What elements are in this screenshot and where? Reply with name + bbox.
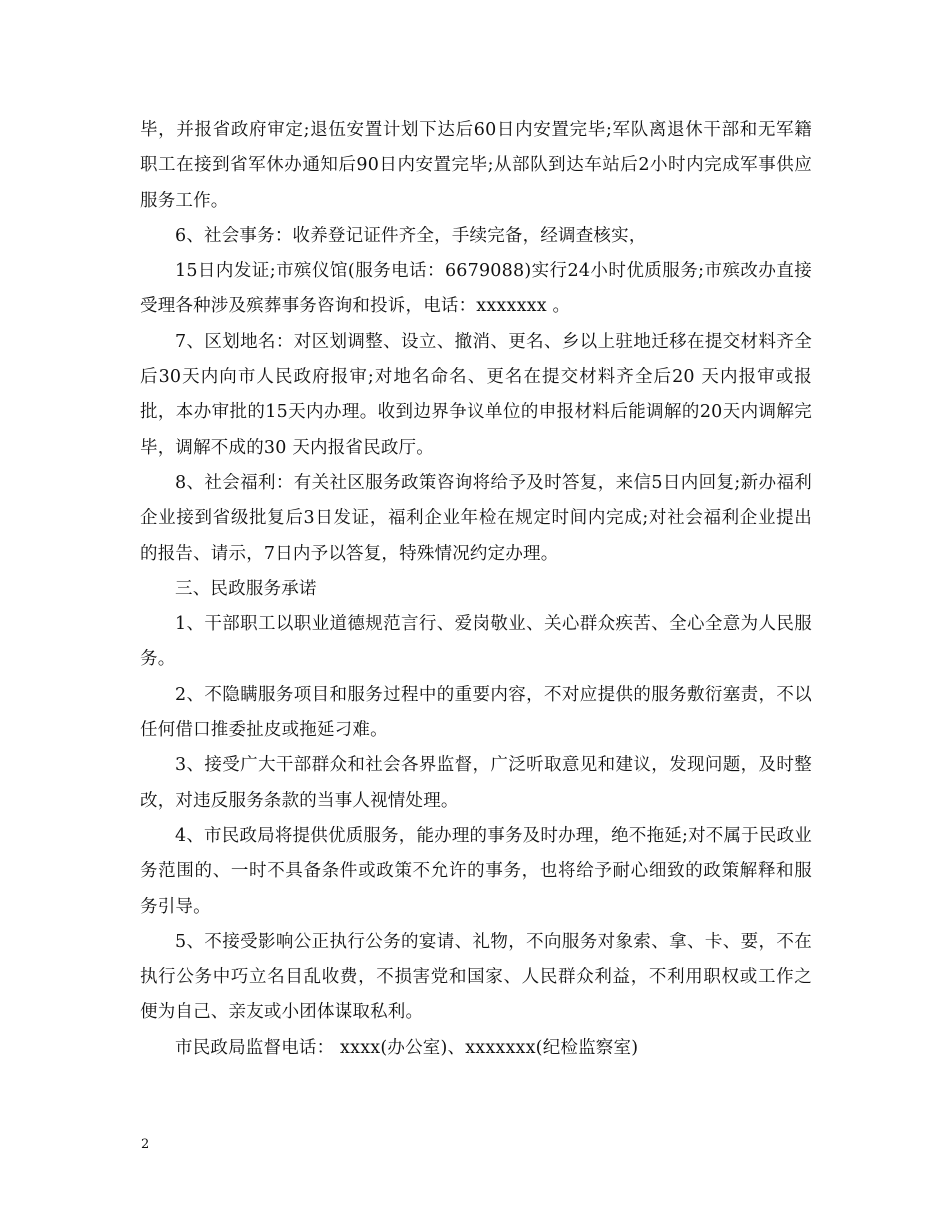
commitment-item-3: 3、接受广大干部群众和社会各界监督，广泛听取意见和建议，发现问题，及时整改，对违反服务条款的当事人视情处理。 [140,755,812,811]
paragraph-social-welfare: 8、社会福利：有关社区服务政策咨询将给予及时答复，来信5日内回复;新办福利企业接到省级批复后3日发证，福利企业年检在规定时间内完成;对社会福利企业提出的报告、请示，7日内予以答复，特殊情况约定办理。 [140,472,812,564]
commitment-item-4: 4、市民政局将提供优质服务，能办理的事务及时办理，绝不拖延;对不属于民政业务范围的、一时不具备条件或政策不允许的事务，也将给予耐心细致的政策解释和服务引导。 [140,825,812,917]
supervision-hotline: 市民政局监督电话： xxxx(办公室)、xxxxxxx(纪检监察室) [175,1037,639,1058]
commitment-item-1: 1、干部职工以职业道德规范言行、爱岗敬业、关心群众疾苦、全心全意为人民服务。 [140,614,812,670]
paragraph-funeral-services: 15日内发证;市殡仪馆(服务电话：6679088)实行24小时优质服务;市殡改办直接受理各种涉及殡葬事务咨询和投诉，电话：xxxxxxx 。 [140,261,812,317]
paragraph-social-affairs: 6、社会事务：收养登记证件齐全，手续完备，经调查核实， [175,225,647,246]
page-number: 2 [141,1137,150,1152]
commitment-item-5: 5、不接受影响公正执行公务的宴请、礼物，不向服务对象索、拿、卡、要，不在执行公务中巧立名目乱收费，不损害党和国家、人民群众利益，不利用职权或工作之便为自己、亲友或小团体谋取私利。 [140,931,812,1023]
commitment-item-2: 2、不隐瞒服务项目和服务过程中的重要内容，不对应提供的服务敷衍塞责，不以任何借口推委扯皮或拖延刁难。 [140,684,812,741]
section-heading-service-commitments: 三、民政服务承诺 [175,578,317,599]
document-body [140,113,812,1066]
paragraph-resettlement-continued: 毕，并报省政府审定;退伍安置计划下达后60日内安置完毕;军队离退休干部和无军籍职工在接到省军休办通知后90日内安置完毕;从部队到达车站后2小时内完成军事供应服务工作。 [140,120,812,211]
paragraph-administrative-divisions: 7、区划地名：对区划调整、设立、撤消、更名、乡以上驻地迁移在提交材料齐全后30天内向市人民政府报审;对地名命名、更名在提交材料齐全后20 天内报审或报批，本办审批的15天内办理。收到边界争议单位的申报材料后能调解的20天内调解完毕，调解不成的30 天内报省民政厅。 [140,331,812,458]
